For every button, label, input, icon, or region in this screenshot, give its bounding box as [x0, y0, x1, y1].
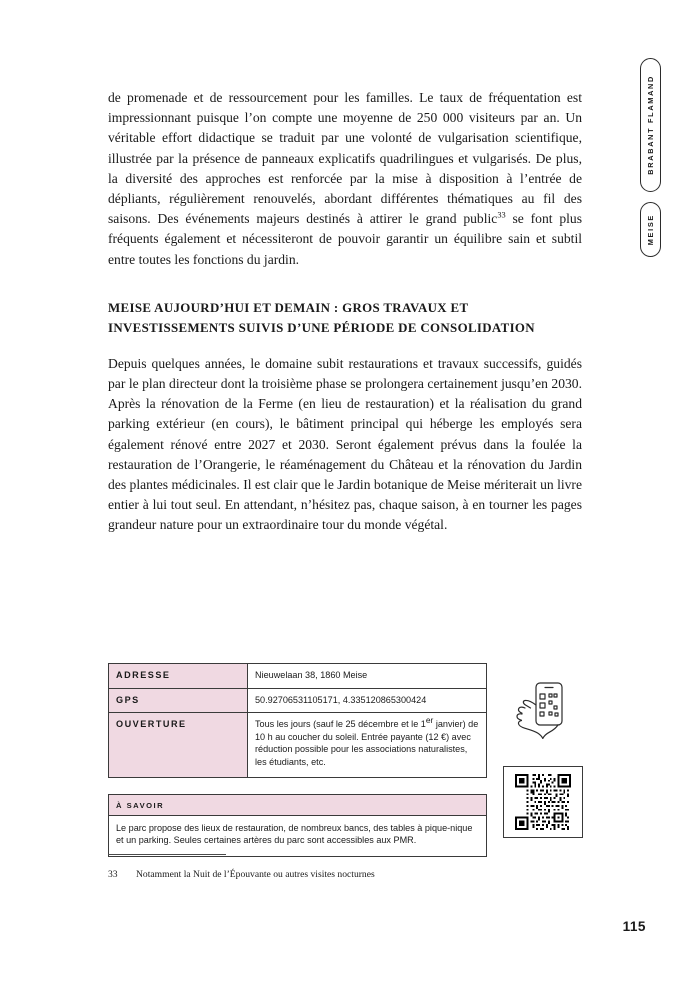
table-row [109, 664, 487, 689]
footnote [108, 868, 582, 881]
good-to-know-header: À SAVOIR [109, 794, 487, 815]
section-heading: MEISE AUJOURD’HUI ET DEMAIN : GROS TRAVAUX ET INVESTISSEMENTS SUIVIS D’UNE PÉRIODE DE CONSOLIDATION [108, 300, 535, 336]
paragraph-continuation [108, 88, 582, 270]
footnote-separator [108, 854, 226, 855]
table-row [109, 815, 487, 857]
side-tab-region [640, 58, 661, 192]
side-tabs [640, 58, 662, 267]
table-row [109, 688, 487, 713]
paragraph-1-tail: se font plus fréquents également et nécessiteront de pouvoir garantir un équilibre sain et subtil entre toutes les fonctions du jardin. [108, 211, 582, 267]
table-row [109, 794, 487, 815]
info-label-gps: GPS [109, 688, 248, 713]
side-tab-region-label: BRABANT FLAMAND [646, 75, 655, 175]
info-label-address: ADRESSE [109, 664, 248, 689]
info-table [108, 663, 487, 778]
good-to-know-table [108, 794, 487, 858]
main-text-column [108, 88, 582, 536]
info-value-address: Nieuwelaan 38, 1860 Meise [248, 664, 487, 689]
qr-code-icon [515, 774, 571, 830]
page-number: 115 [622, 919, 646, 934]
good-to-know-body: Le parc propose des lieux de restauration, de nombreux bancs, des tables à pique-nique et un parking. Seules certaines artères du parc sont accessibles aux PMR. [109, 815, 487, 857]
phone-scan-icon [512, 681, 570, 743]
side-tab-city [640, 202, 661, 257]
table-row [109, 713, 487, 777]
footnote-reference: 33 [497, 210, 506, 220]
practical-info-block [108, 663, 487, 857]
paragraph-2: Depuis quelques années, le domaine subit restaurations et travaux successifs, guidés par le plan directeur dont la troisième phase se prolongera certainement jusqu’en 2030. Après la rénovation de la Ferme (en lieu de restauration) et la réalisation du grand parking extérieur (en cours), le bâtiment principal qui héberge les employés sera également rénové entre 2027 et 2030. Seront également prévus dans la foulée la restauration de l’Orangerie, le réaménagement du Château et la rénovation du Jardin des plantes médicinales. Il est clair que le Jardin botanique de Meise mériterait un livre entier à lui tout seul. En attendant, n’hésitez pas, chaque saison, à en tourner les pages grandeur nature pour un extraordinaire tour du monde végétal. [108, 355, 582, 533]
info-label-opening: OUVERTURE [109, 713, 248, 777]
footnote-text: Notamment la Nuit de l’Épouvante ou autres visites nocturnes [136, 869, 375, 880]
paragraph-1-text: de promenade et de ressourcement pour les familles. Le taux de fréquentation est impressionnant puisque l’on compte une moyenne de 250 000 visiteurs par an. Un véritable effort didactique se traduit par une volonté de vulgarisation scientifique, illustrée par la présence de panneaux explicatifs quadrilingues et vulgarisés. De plus, la diversité des approches est renforcée par la mise à disposition à l’entrée de dépliants, régulièrement renouvelés, abordant différentes thématiques au fil des saisons. Des événements majeurs destinés à attirer le grand public [108, 90, 582, 227]
side-tab-city-label: MEISE [646, 213, 655, 246]
info-value-gps: 50.92706531105171, 4.335120865300424 [248, 688, 487, 713]
info-value-opening: Tous les jours (sauf le 25 décembre et le 1er janvier) de 10 h au coucher du soleil. Entrée payante (12 €) avec réduction possible pour les associations naturalistes, les étudiants, etc. [248, 713, 487, 777]
qr-code-box [503, 766, 583, 838]
footnote-number: 33 [108, 869, 118, 880]
